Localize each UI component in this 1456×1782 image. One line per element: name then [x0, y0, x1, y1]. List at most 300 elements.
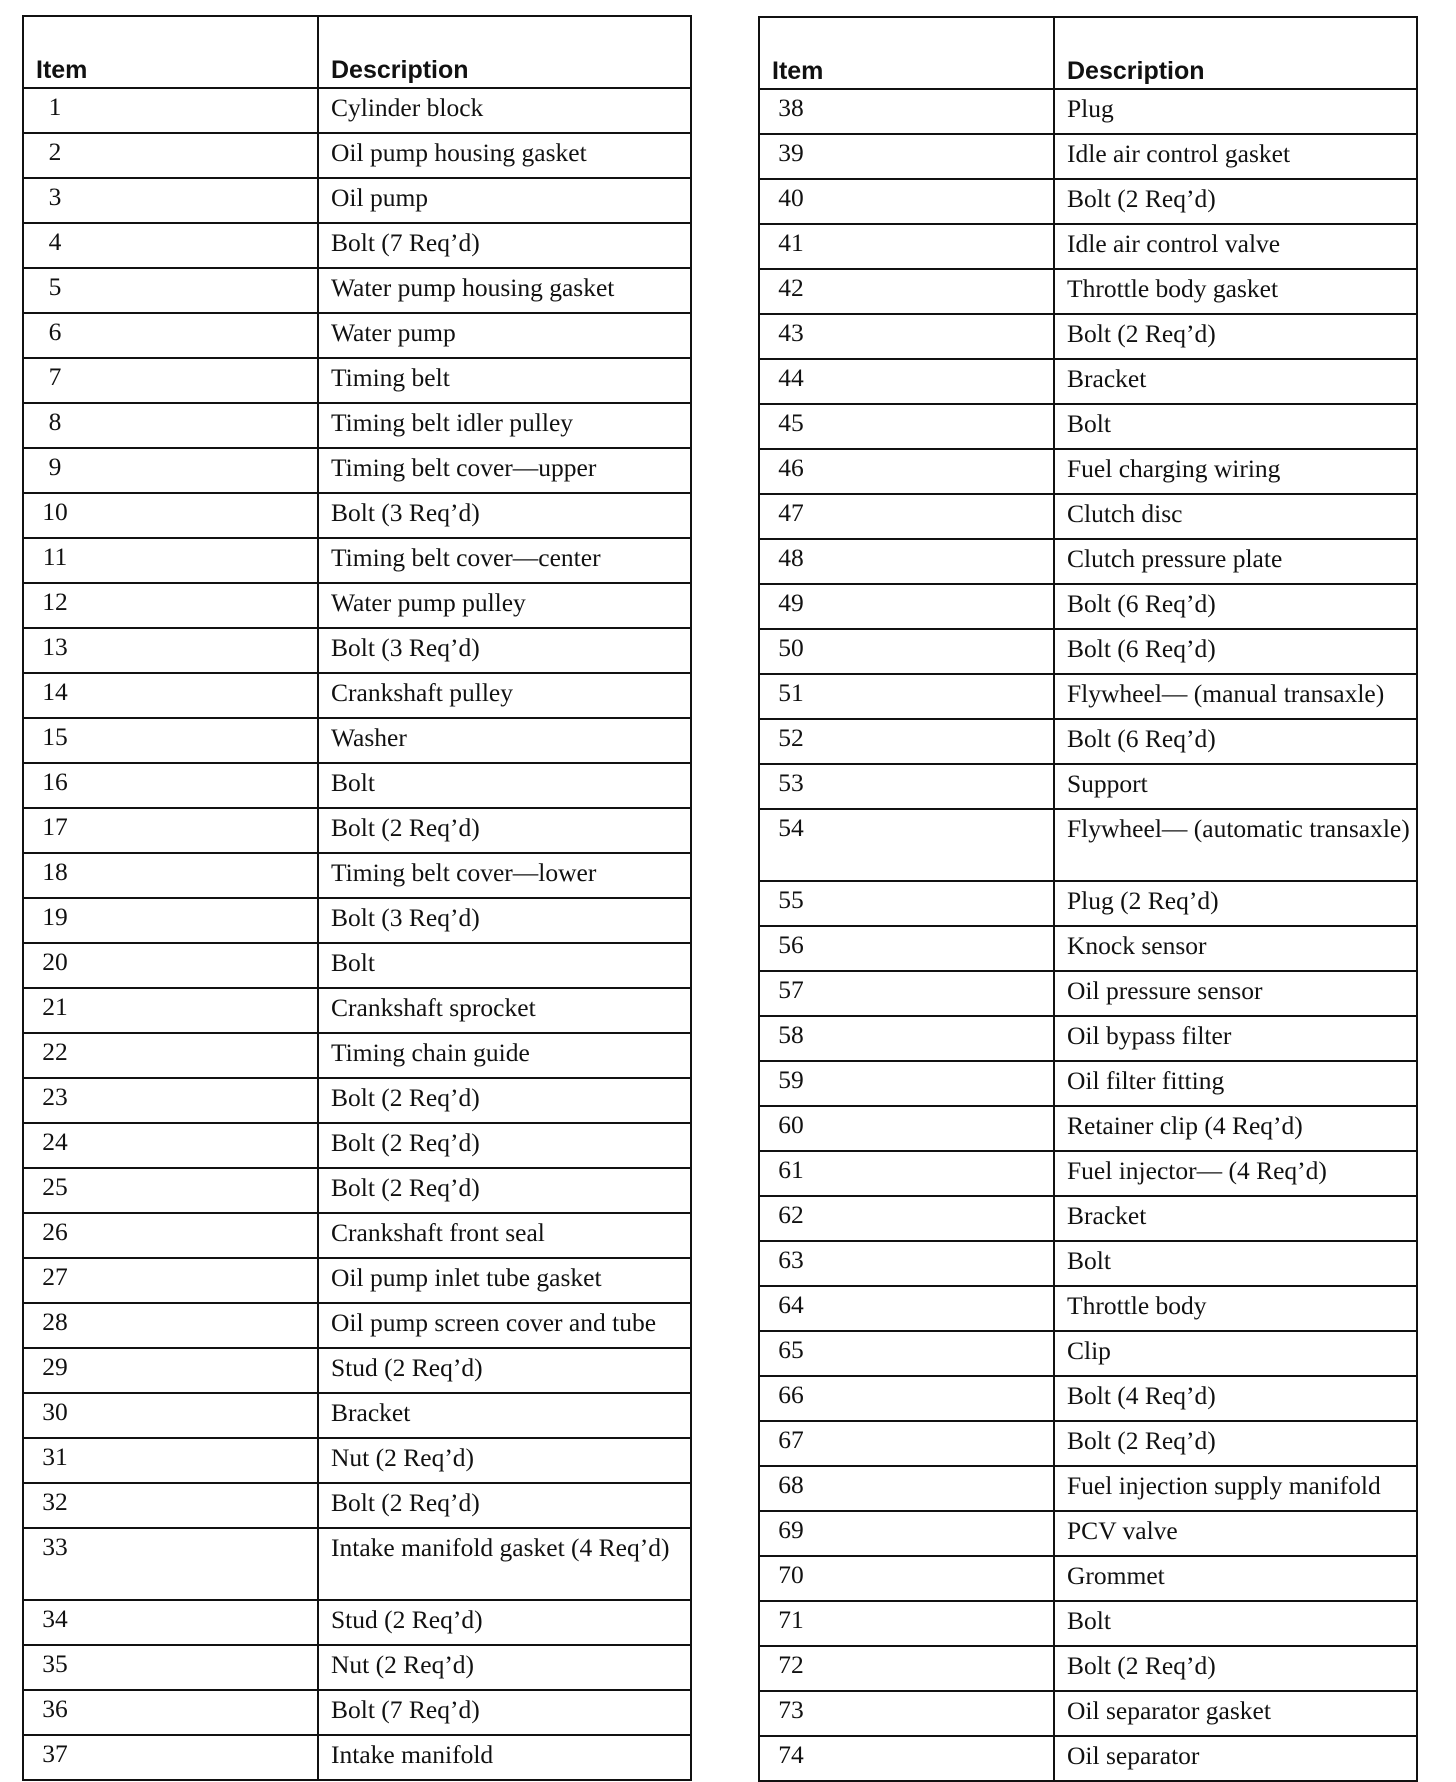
item-number: 9 — [48, 452, 62, 481]
table-row — [759, 1691, 1417, 1736]
item-cell — [23, 1168, 318, 1213]
item-number: 65 — [778, 1335, 804, 1364]
item-cell — [759, 881, 1054, 926]
table-row — [759, 1016, 1417, 1061]
item-cell — [23, 538, 318, 583]
description-cell: Bolt — [318, 943, 691, 988]
item-cell — [759, 359, 1054, 404]
table-row — [23, 448, 691, 493]
table-row — [23, 1213, 691, 1258]
item-cell — [759, 89, 1054, 134]
table-row — [759, 1601, 1417, 1646]
table-row — [759, 449, 1417, 494]
description-cell: Nut (2 Req’d) — [318, 1438, 691, 1483]
table-row — [23, 673, 691, 718]
table-row — [759, 224, 1417, 269]
description-cell: Clip — [1054, 1331, 1417, 1376]
description-cell: Clutch disc — [1054, 494, 1417, 539]
item-number: 27 — [42, 1262, 68, 1291]
description-cell: Oil separator — [1054, 1736, 1417, 1781]
table-row — [759, 971, 1417, 1016]
item-cell — [23, 223, 318, 268]
table-row — [23, 358, 691, 403]
item-number: 35 — [42, 1649, 68, 1678]
item-cell — [23, 1213, 318, 1258]
item-number: 36 — [42, 1694, 68, 1723]
table-row — [23, 403, 691, 448]
description-cell: Bracket — [318, 1393, 691, 1438]
item-cell — [23, 1528, 318, 1600]
description-cell: Intake manifold — [318, 1735, 691, 1780]
item-cell — [23, 718, 318, 763]
item-number: 74 — [778, 1740, 804, 1769]
item-cell — [23, 808, 318, 853]
item-number: 66 — [778, 1380, 804, 1409]
item-number: 39 — [778, 138, 804, 167]
item-number: 15 — [42, 722, 68, 751]
item-cell — [23, 1483, 318, 1528]
item-number: 61 — [778, 1155, 804, 1184]
item-number: 59 — [778, 1065, 804, 1094]
description-cell: Water pump pulley — [318, 583, 691, 628]
item-column-header: Item — [759, 17, 1054, 89]
item-number: 38 — [778, 93, 804, 122]
item-column-header: Item — [23, 16, 318, 88]
item-cell — [759, 449, 1054, 494]
item-cell — [759, 629, 1054, 674]
item-number: 32 — [42, 1487, 68, 1516]
description-cell: Idle air control valve — [1054, 224, 1417, 269]
item-cell — [23, 493, 318, 538]
description-cell: Fuel injector— (4 Req’d) — [1054, 1151, 1417, 1196]
item-cell — [759, 1736, 1054, 1781]
item-number: 16 — [42, 767, 68, 796]
table-row — [23, 1123, 691, 1168]
description-cell: Bolt (2 Req’d) — [1054, 179, 1417, 224]
item-cell — [23, 898, 318, 943]
item-cell — [23, 268, 318, 313]
description-cell: Throttle body gasket — [1054, 269, 1417, 314]
table-row — [759, 674, 1417, 719]
description-cell: Bolt (7 Req’d) — [318, 223, 691, 268]
item-cell — [759, 1286, 1054, 1331]
table-row — [759, 1106, 1417, 1151]
table-row — [759, 1331, 1417, 1376]
item-cell — [759, 404, 1054, 449]
table-row — [759, 314, 1417, 359]
item-cell — [23, 358, 318, 403]
item-number: 42 — [778, 273, 804, 302]
item-number: 45 — [778, 408, 804, 437]
item-cell — [759, 539, 1054, 584]
description-cell: Clutch pressure plate — [1054, 539, 1417, 584]
item-number: 34 — [42, 1604, 68, 1633]
description-cell: Timing belt — [318, 358, 691, 403]
description-cell: Bolt (2 Req’d) — [1054, 1421, 1417, 1466]
item-cell — [759, 1061, 1054, 1106]
item-number: 44 — [778, 363, 804, 392]
item-cell — [23, 313, 318, 358]
table-row — [759, 494, 1417, 539]
item-cell — [759, 1466, 1054, 1511]
item-number: 40 — [778, 183, 804, 212]
item-cell — [23, 1600, 318, 1645]
table-header-row — [23, 16, 691, 88]
item-cell — [23, 1735, 318, 1780]
item-cell — [23, 1258, 318, 1303]
description-cell: Oil pressure sensor — [1054, 971, 1417, 1016]
item-cell — [759, 314, 1054, 359]
item-number: 12 — [42, 587, 68, 616]
item-cell — [759, 1691, 1054, 1736]
table-row — [759, 359, 1417, 404]
item-cell — [23, 1303, 318, 1348]
item-number: 53 — [778, 768, 804, 797]
description-column-header: Description — [1054, 17, 1417, 89]
item-number: 60 — [778, 1110, 804, 1139]
table-row — [23, 628, 691, 673]
table-row — [759, 1196, 1417, 1241]
description-cell: Oil pump — [318, 178, 691, 223]
item-number: 14 — [42, 677, 68, 706]
table-row — [759, 584, 1417, 629]
table-row — [759, 719, 1417, 764]
table-row — [23, 988, 691, 1033]
item-cell — [759, 584, 1054, 629]
table-row — [23, 808, 691, 853]
table-row — [759, 1736, 1417, 1781]
description-cell: Oil pump screen cover and tube — [318, 1303, 691, 1348]
item-cell — [23, 1078, 318, 1123]
item-number: 3 — [48, 182, 62, 211]
item-number: 41 — [778, 228, 804, 257]
description-cell: Crankshaft pulley — [318, 673, 691, 718]
item-number: 69 — [778, 1515, 804, 1544]
table-row — [759, 1466, 1417, 1511]
parts-table-right — [758, 16, 1418, 1782]
item-number: 17 — [42, 812, 68, 841]
table-row — [759, 764, 1417, 809]
item-number: 57 — [778, 975, 804, 1004]
table-row — [759, 1061, 1417, 1106]
description-cell: Idle air control gasket — [1054, 134, 1417, 179]
item-cell — [759, 134, 1054, 179]
item-cell — [23, 1348, 318, 1393]
table-row — [23, 583, 691, 628]
description-cell: Bolt — [318, 763, 691, 808]
table-row — [23, 88, 691, 133]
description-column-header: Description — [318, 16, 691, 88]
item-number: 31 — [42, 1442, 68, 1471]
table-row — [23, 1735, 691, 1780]
item-cell — [759, 926, 1054, 971]
item-cell — [23, 403, 318, 448]
description-cell: Bolt (7 Req’d) — [318, 1690, 691, 1735]
item-number: 64 — [778, 1290, 804, 1319]
description-cell: Bolt (4 Req’d) — [1054, 1376, 1417, 1421]
table-row — [23, 1033, 691, 1078]
item-number: 47 — [778, 498, 804, 527]
table-row — [759, 539, 1417, 584]
table-row — [23, 898, 691, 943]
table-row — [23, 943, 691, 988]
description-cell: Oil pump housing gasket — [318, 133, 691, 178]
item-cell — [23, 673, 318, 718]
table-row — [23, 853, 691, 898]
item-number: 25 — [42, 1172, 68, 1201]
item-number: 10 — [42, 497, 68, 526]
description-cell: Crankshaft front seal — [318, 1213, 691, 1258]
item-number: 52 — [778, 723, 804, 752]
description-cell: Plug (2 Req’d) — [1054, 881, 1417, 926]
item-cell — [23, 178, 318, 223]
item-cell — [759, 1646, 1054, 1691]
item-cell — [23, 1123, 318, 1168]
item-number: 58 — [778, 1020, 804, 1049]
table-row — [23, 133, 691, 178]
description-cell: Bolt (2 Req’d) — [318, 1123, 691, 1168]
item-number: 13 — [42, 632, 68, 661]
description-cell: Timing chain guide — [318, 1033, 691, 1078]
item-cell — [23, 133, 318, 178]
item-cell — [23, 628, 318, 673]
description-cell: Bolt (2 Req’d) — [1054, 314, 1417, 359]
table-row — [759, 134, 1417, 179]
table-row — [759, 1421, 1417, 1466]
item-number: 48 — [778, 543, 804, 572]
description-cell: Timing belt idler pulley — [318, 403, 691, 448]
table-row — [759, 881, 1417, 926]
description-cell: Plug — [1054, 89, 1417, 134]
table-row — [759, 926, 1417, 971]
description-cell: Cylinder block — [318, 88, 691, 133]
item-cell — [759, 1016, 1054, 1061]
table-row — [23, 1258, 691, 1303]
item-number: 21 — [42, 992, 68, 1021]
table-row — [23, 1528, 691, 1600]
item-number: 20 — [42, 947, 68, 976]
item-number: 23 — [42, 1082, 68, 1111]
item-cell — [759, 224, 1054, 269]
item-number: 28 — [42, 1307, 68, 1336]
item-cell — [23, 1438, 318, 1483]
item-number: 2 — [48, 137, 62, 166]
item-cell — [23, 853, 318, 898]
description-cell: Bolt (2 Req’d) — [318, 1078, 691, 1123]
description-cell: Oil bypass filter — [1054, 1016, 1417, 1061]
description-cell: Flywheel— (manual transaxle) — [1054, 674, 1417, 719]
item-cell — [759, 1196, 1054, 1241]
item-number: 51 — [778, 678, 804, 707]
table-row — [23, 1078, 691, 1123]
item-number: 68 — [778, 1470, 804, 1499]
table-row — [759, 1511, 1417, 1556]
description-cell: Grommet — [1054, 1556, 1417, 1601]
item-cell — [759, 1556, 1054, 1601]
item-number: 67 — [778, 1425, 804, 1454]
table-row — [759, 1241, 1417, 1286]
description-cell: Bolt — [1054, 1601, 1417, 1646]
item-number: 55 — [778, 885, 804, 914]
parts-table-left — [22, 15, 692, 1781]
item-number: 29 — [42, 1352, 68, 1381]
description-cell: Timing belt cover—center — [318, 538, 691, 583]
description-cell: Washer — [318, 718, 691, 763]
table-row — [23, 268, 691, 313]
table-row — [759, 179, 1417, 224]
item-number: 11 — [42, 542, 68, 571]
item-cell — [23, 1033, 318, 1078]
item-cell — [759, 494, 1054, 539]
item-cell — [759, 1151, 1054, 1196]
item-cell — [759, 179, 1054, 224]
table-row — [23, 1483, 691, 1528]
table-row — [23, 1645, 691, 1690]
table-row — [759, 269, 1417, 314]
item-number: 72 — [778, 1650, 804, 1679]
item-number: 22 — [42, 1037, 68, 1066]
item-number: 43 — [778, 318, 804, 347]
table-row — [23, 493, 691, 538]
table-row — [759, 1376, 1417, 1421]
table-row — [23, 1168, 691, 1213]
description-cell: Bracket — [1054, 359, 1417, 404]
description-cell: Water pump — [318, 313, 691, 358]
description-cell: Intake manifold gasket (4 Req’d) — [318, 1528, 691, 1600]
item-cell — [23, 1393, 318, 1438]
item-number: 26 — [42, 1217, 68, 1246]
item-number: 5 — [48, 272, 62, 301]
description-cell: Bolt (2 Req’d) — [318, 808, 691, 853]
item-cell — [759, 809, 1054, 881]
description-cell: Timing belt cover—lower — [318, 853, 691, 898]
item-cell — [23, 1690, 318, 1735]
description-cell: Bolt (3 Req’d) — [318, 628, 691, 673]
item-cell — [23, 763, 318, 808]
item-number: 24 — [42, 1127, 68, 1156]
description-cell: Oil filter fitting — [1054, 1061, 1417, 1106]
item-number: 62 — [778, 1200, 804, 1229]
description-cell: Bolt (2 Req’d) — [318, 1483, 691, 1528]
item-number: 37 — [42, 1739, 68, 1768]
item-number: 63 — [778, 1245, 804, 1274]
item-cell — [759, 1106, 1054, 1151]
item-cell — [23, 88, 318, 133]
item-cell — [759, 1421, 1054, 1466]
item-number: 49 — [778, 588, 804, 617]
item-number: 6 — [48, 317, 62, 346]
item-number: 54 — [778, 813, 804, 842]
item-number: 71 — [778, 1605, 804, 1634]
item-number: 18 — [42, 857, 68, 886]
item-number: 50 — [778, 633, 804, 662]
description-cell: Bolt — [1054, 404, 1417, 449]
item-number: 19 — [42, 902, 68, 931]
description-cell: Timing belt cover—upper — [318, 448, 691, 493]
table-row — [23, 1600, 691, 1645]
item-number: 1 — [48, 92, 62, 121]
item-cell — [759, 1376, 1054, 1421]
description-cell: Stud (2 Req’d) — [318, 1348, 691, 1393]
table-row — [759, 89, 1417, 134]
description-cell: Support — [1054, 764, 1417, 809]
table-row — [23, 1348, 691, 1393]
item-cell — [759, 764, 1054, 809]
item-number: 33 — [42, 1532, 68, 1561]
table-row — [759, 1151, 1417, 1196]
description-cell: Throttle body — [1054, 1286, 1417, 1331]
description-cell: Stud (2 Req’d) — [318, 1600, 691, 1645]
description-cell: Crankshaft sprocket — [318, 988, 691, 1033]
table-row — [23, 223, 691, 268]
description-cell: Oil pump inlet tube gasket — [318, 1258, 691, 1303]
table-row — [23, 538, 691, 583]
table-row — [23, 178, 691, 223]
table-row — [23, 1438, 691, 1483]
item-cell — [23, 583, 318, 628]
description-cell: Bracket — [1054, 1196, 1417, 1241]
description-cell: Nut (2 Req’d) — [318, 1645, 691, 1690]
table-row — [759, 809, 1417, 881]
description-cell: Bolt (2 Req’d) — [1054, 1646, 1417, 1691]
item-cell — [759, 1331, 1054, 1376]
item-number: 73 — [778, 1695, 804, 1724]
item-cell — [23, 1645, 318, 1690]
item-cell — [759, 674, 1054, 719]
table-row — [23, 1303, 691, 1348]
item-number: 8 — [48, 407, 62, 436]
item-cell — [759, 719, 1054, 764]
description-cell: Knock sensor — [1054, 926, 1417, 971]
table-row — [23, 1393, 691, 1438]
description-cell: Oil separator gasket — [1054, 1691, 1417, 1736]
table-row — [759, 1286, 1417, 1331]
table-row — [23, 763, 691, 808]
description-cell: Bolt (6 Req’d) — [1054, 719, 1417, 764]
description-cell: Flywheel— (automatic transaxle) — [1054, 809, 1417, 881]
item-cell — [23, 448, 318, 493]
item-cell — [759, 971, 1054, 1016]
description-cell: Fuel injection supply manifold — [1054, 1466, 1417, 1511]
item-number: 56 — [778, 930, 804, 959]
table-row — [759, 1646, 1417, 1691]
item-cell — [759, 269, 1054, 314]
table-row — [23, 718, 691, 763]
item-number: 70 — [778, 1560, 804, 1589]
table-row — [759, 629, 1417, 674]
description-cell: Fuel charging wiring — [1054, 449, 1417, 494]
item-cell — [759, 1601, 1054, 1646]
item-number: 46 — [778, 453, 804, 482]
item-number: 4 — [48, 227, 62, 256]
description-cell: Bolt (6 Req’d) — [1054, 629, 1417, 674]
item-number: 7 — [48, 362, 62, 391]
description-cell: Bolt — [1054, 1241, 1417, 1286]
item-cell — [23, 943, 318, 988]
item-cell — [759, 1241, 1054, 1286]
description-cell: Bolt (3 Req’d) — [318, 493, 691, 538]
table-row — [23, 1690, 691, 1735]
table-row — [759, 404, 1417, 449]
description-cell: Bolt (3 Req’d) — [318, 898, 691, 943]
description-cell: Bolt (6 Req’d) — [1054, 584, 1417, 629]
description-cell: Bolt (2 Req’d) — [318, 1168, 691, 1213]
table-row — [759, 1556, 1417, 1601]
table-header-row — [759, 17, 1417, 89]
item-cell — [23, 988, 318, 1033]
item-cell — [759, 1511, 1054, 1556]
description-cell: PCV valve — [1054, 1511, 1417, 1556]
